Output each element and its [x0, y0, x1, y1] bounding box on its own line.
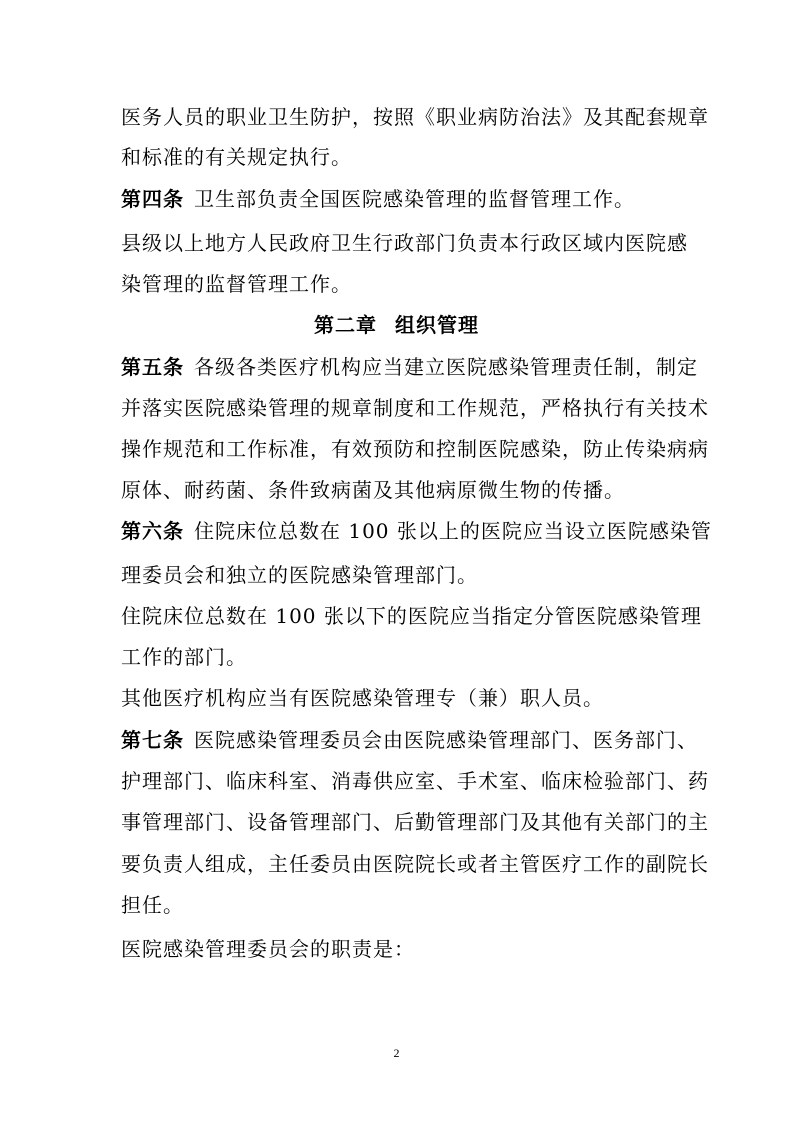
paragraph-line: 并落实医院感染管理的规章制度和工作规范，严格执行有关技术 — [121, 396, 709, 420]
article-text: 住院床位总数在 100 张以上的医院应当设立医院感染管 — [194, 519, 712, 543]
article-7-line — [121, 725, 698, 755]
article-text: 各级各类医疗机构应当建立医院感染管理责任制，制定 — [194, 355, 698, 379]
paragraph-line: 担任。 — [121, 893, 184, 917]
chapter-number: 第二章 — [314, 313, 377, 337]
article-6-line — [121, 516, 712, 546]
chapter-title: 组织管理 — [395, 313, 479, 337]
article-heading: 第五条 — [121, 355, 184, 379]
article-text: 医院感染管理委员会由医院感染管理部门、医务部门、 — [194, 728, 698, 752]
page-number: 2 — [393, 1046, 400, 1060]
paragraph-line: 县级以上地方人民政府卫生行政部门负责本行政区域内医院感 — [121, 231, 688, 255]
chapter-heading — [0, 310, 793, 340]
paragraph-line: 操作规范和工作标准，有效预防和控制医院感染，防止传染病病 — [121, 437, 709, 461]
paragraph-line: 要负责人组成，主任委员由医院院长或者主管医疗工作的副院长 — [121, 852, 709, 876]
paragraph-line: 医务人员的职业卫生防护，按照《职业病防治法》及其配套规章 — [121, 105, 709, 129]
paragraph-line: 其他医疗机构应当有医院感染管理专（兼）职人员。 — [121, 686, 604, 710]
article-heading: 第六条 — [121, 519, 184, 543]
paragraph-line: 原体、耐药菌、条件致病菌及其他病原微生物的传播。 — [121, 478, 625, 502]
article-heading: 第四条 — [121, 187, 184, 211]
paragraph-line: 理委员会和独立的医院感染管理部门。 — [121, 563, 478, 587]
paragraph-line: 住院床位总数在 100 张以下的医院应当指定分管医院感染管理 — [121, 604, 702, 628]
article-5-line — [121, 352, 698, 382]
article-text: 卫生部负责全国医院感染管理的监督管理工作。 — [194, 187, 635, 211]
paragraph-line: 护理部门、临床科室、消毒供应室、手术室、临床检验部门、药 — [121, 769, 709, 793]
paragraph-line: 事管理部门、设备管理部门、后勤管理部门及其他有关部门的主 — [121, 810, 709, 834]
paragraph-line: 医院感染管理委员会的职责是： — [121, 937, 415, 961]
paragraph-line: 工作的部门。 — [121, 645, 247, 669]
paragraph-line: 染管理的监督管理工作。 — [121, 272, 352, 296]
article-heading: 第七条 — [121, 728, 184, 752]
article-4-line — [121, 184, 681, 214]
paragraph-line: 和标准的有关规定执行。 — [121, 145, 352, 169]
